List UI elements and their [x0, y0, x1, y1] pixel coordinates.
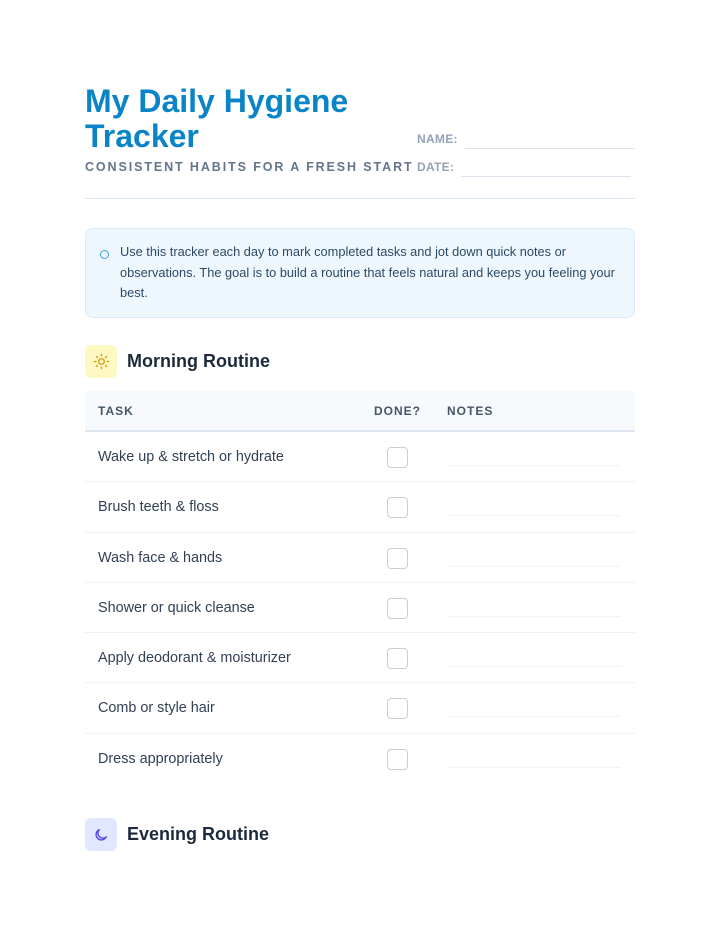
info-box — [85, 228, 635, 318]
date-line[interactable] — [461, 176, 631, 177]
page-title: My Daily Hygiene Tracker — [85, 83, 349, 154]
task-label: Brush teeth & floss — [98, 499, 219, 516]
header — [85, 84, 635, 199]
info-icon — [100, 250, 109, 259]
morning-table — [85, 391, 635, 784]
task-label: Shower or quick cleanse — [98, 599, 255, 616]
notes-field[interactable] — [447, 566, 621, 567]
table-row — [85, 734, 635, 784]
column-header-task: TASK — [98, 404, 134, 418]
task-label: Wash face & hands — [98, 549, 223, 566]
column-header-notes: NOTES — [447, 404, 494, 418]
table-row — [85, 633, 635, 683]
done-checkbox[interactable] — [387, 447, 408, 468]
evening-section-header — [85, 818, 635, 851]
done-checkbox[interactable] — [387, 648, 408, 669]
notes-field[interactable] — [447, 666, 621, 667]
done-checkbox[interactable] — [387, 698, 408, 719]
task-label: Comb or style hair — [98, 700, 215, 717]
table-row — [85, 683, 635, 733]
notes-field[interactable] — [447, 515, 621, 516]
morning-title: Morning Routine — [127, 351, 270, 371]
done-checkbox[interactable] — [387, 749, 408, 770]
date-label: DATE: — [417, 160, 455, 174]
table-row — [85, 432, 635, 482]
date-field[interactable] — [417, 158, 635, 178]
notes-field[interactable] — [447, 616, 621, 617]
moon-icon — [85, 818, 117, 851]
info-text: Use this tracker each day to mark completed tasks and jot down quick notes or observations. The goal is to build a routine that feels natural and keeps you feeling your best. — [120, 244, 615, 300]
table-row — [85, 583, 635, 633]
name-field[interactable] — [417, 130, 635, 150]
task-label: Dress appropriately — [98, 750, 223, 767]
done-checkbox[interactable] — [387, 598, 408, 619]
morning-section-header — [85, 345, 635, 378]
task-label: Wake up & stretch or hydrate — [98, 449, 284, 465]
column-header-done: DONE? — [374, 404, 421, 418]
sun-icon — [85, 345, 117, 378]
name-label: NAME: — [417, 132, 458, 146]
notes-field[interactable] — [447, 767, 621, 768]
notes-field[interactable] — [447, 716, 621, 717]
done-checkbox[interactable] — [387, 548, 408, 569]
task-label: Apply deodorant & moisturizer — [98, 650, 291, 667]
table-header — [85, 391, 635, 432]
done-checkbox[interactable] — [387, 497, 408, 518]
page-subtitle: CONSISTENT HABITS FOR A FRESH START — [85, 160, 414, 174]
evening-title: Evening Routine — [127, 824, 270, 844]
notes-field[interactable] — [447, 465, 621, 466]
table-row — [85, 533, 635, 583]
page — [85, 0, 635, 932]
table-row — [85, 482, 635, 532]
name-line[interactable] — [465, 148, 635, 149]
